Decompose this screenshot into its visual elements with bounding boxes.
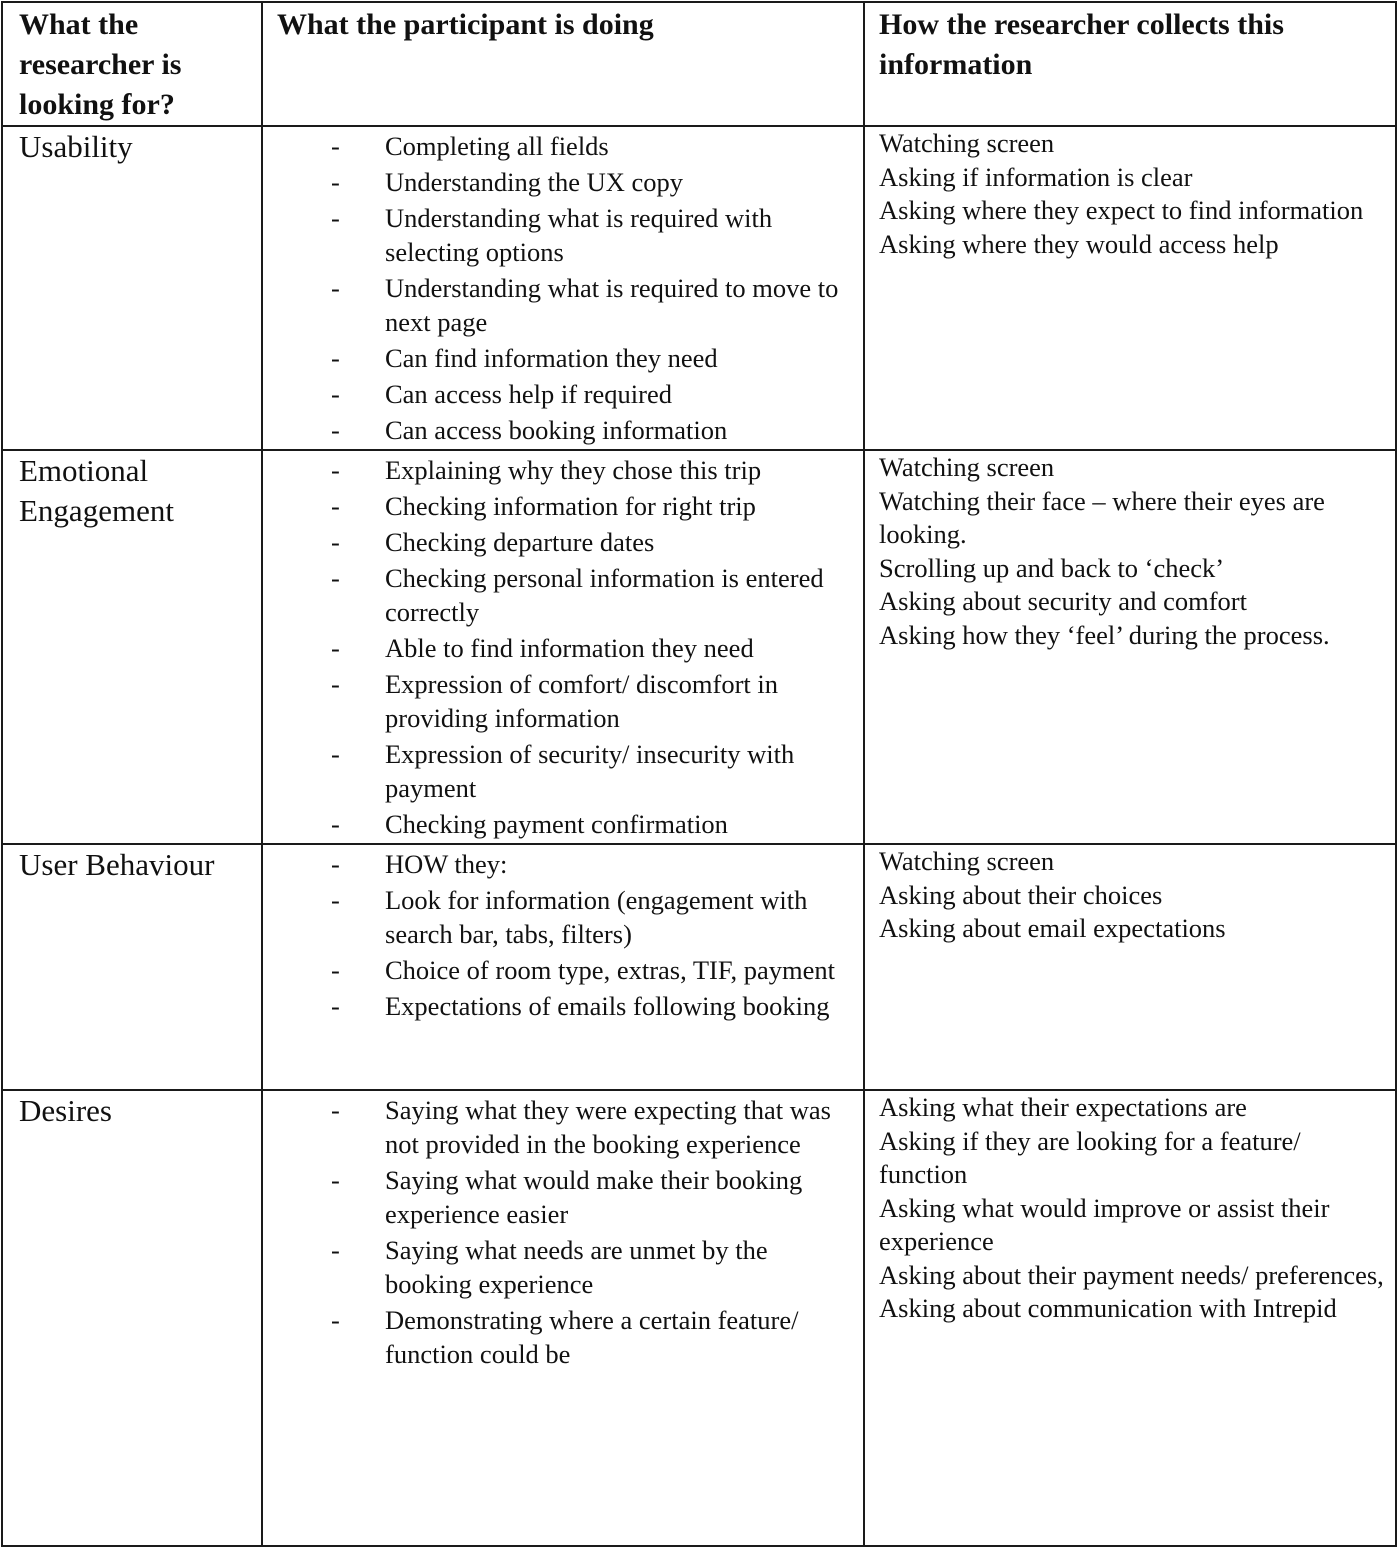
header-looking-for: What the researcher is looking for?	[2, 2, 262, 126]
activities-list	[263, 847, 849, 1023]
method-line: Asking about security and comfort	[879, 586, 1247, 616]
list-item: - Checking departure dates	[263, 525, 849, 559]
method-line: Scrolling up and back to ‘check’	[879, 552, 1225, 583]
list-item: - Expression of security/ insecurity with payment	[263, 737, 849, 805]
list-item: - Choice of room type, extras, TIF, payment	[263, 953, 849, 987]
list-item: - Expression of comfort/ discomfort in providing information	[263, 667, 849, 735]
list-item: - Look for information (engagement with search bar, tabs, filters)	[263, 883, 849, 951]
list-item: - Understanding the UX copy	[263, 165, 849, 199]
method-line: Asking where they expect to find information	[879, 195, 1364, 225]
research-table	[1, 1, 1397, 1547]
method-line: Asking how they ‘feel’ during the process.	[879, 619, 1330, 650]
method-line: Asking if they are looking for a feature/ function	[879, 1125, 1301, 1189]
methods-cell	[864, 1090, 1396, 1546]
list-item: - Checking payment confirmation	[263, 807, 849, 841]
activities-cell	[262, 126, 864, 450]
list-item: - Saying what they were expecting that was not provided in the booking experience	[263, 1093, 849, 1161]
category-cell	[2, 450, 262, 844]
table-row-user-behaviour	[2, 844, 1396, 1090]
list-item: - Completing all fields	[263, 129, 849, 163]
method-line: Watching screen	[879, 452, 1055, 482]
method-line: Asking about email expectations	[879, 913, 1226, 943]
category-cell	[2, 1090, 262, 1546]
method-line: Asking about communication with Intrepid	[879, 1293, 1337, 1323]
activities-cell	[262, 450, 864, 844]
method-line: Asking about their payment needs/ preferences,	[879, 1259, 1384, 1290]
methods-cell	[864, 450, 1396, 844]
list-item: - Checking personal information is entered correctly	[263, 561, 849, 629]
category-label: Emotional Engagement	[19, 453, 174, 528]
category-label: Desires	[19, 1093, 112, 1128]
method-line: Watching screen	[879, 846, 1055, 876]
activities-list	[263, 453, 849, 841]
header-row	[2, 2, 1396, 126]
method-line: Watching their face – where their eyes are looking.	[879, 485, 1325, 549]
table-row-usability	[2, 126, 1396, 450]
list-item: - Explaining why they chose this trip	[263, 453, 849, 487]
category-label: Usability	[19, 129, 133, 164]
method-line: Asking if information is clear	[879, 161, 1193, 192]
category-cell	[2, 844, 262, 1090]
method-line: Asking what their expectations are	[879, 1092, 1247, 1122]
list-item: - Understanding what is required to move to next page	[263, 271, 849, 339]
list-item: - Can access booking information	[263, 413, 849, 447]
methods-cell	[864, 126, 1396, 450]
list-item: - Able to find information they need	[263, 631, 849, 665]
list-item: - Saying what needs are unmet by the booking experience	[263, 1233, 849, 1301]
list-item: - Checking information for right trip	[263, 489, 849, 523]
activities-cell	[262, 1090, 864, 1546]
method-line: Asking where they would access help	[879, 228, 1279, 259]
list-item: - HOW they:	[263, 847, 849, 881]
list-item: - Understanding what is required with selecting options	[263, 201, 849, 269]
method-line: Asking what would improve or assist their experience	[879, 1192, 1330, 1256]
list-item: - Demonstrating where a certain feature/ function could be	[263, 1303, 849, 1371]
methods-cell	[864, 844, 1396, 1090]
list-item: - Saying what would make their booking experience easier	[263, 1163, 849, 1231]
list-item: - Can access help if required	[263, 377, 849, 411]
table-row-desires	[2, 1090, 1396, 1546]
method-line: Asking about their choices	[879, 879, 1163, 910]
list-item: - Can find information they need	[263, 341, 849, 375]
list-item: - Expectations of emails following booking	[263, 989, 849, 1023]
header-participant-doing: What the participant is doing	[262, 2, 864, 126]
activities-cell	[262, 844, 864, 1090]
header-collection-method: How the researcher collects this information	[864, 2, 1396, 126]
category-cell	[2, 126, 262, 450]
activities-list	[263, 129, 849, 447]
category-label: User Behaviour	[19, 847, 215, 882]
activities-list	[263, 1093, 849, 1371]
method-line: Watching screen	[879, 128, 1055, 158]
table-row-emotional-engagement	[2, 450, 1396, 844]
